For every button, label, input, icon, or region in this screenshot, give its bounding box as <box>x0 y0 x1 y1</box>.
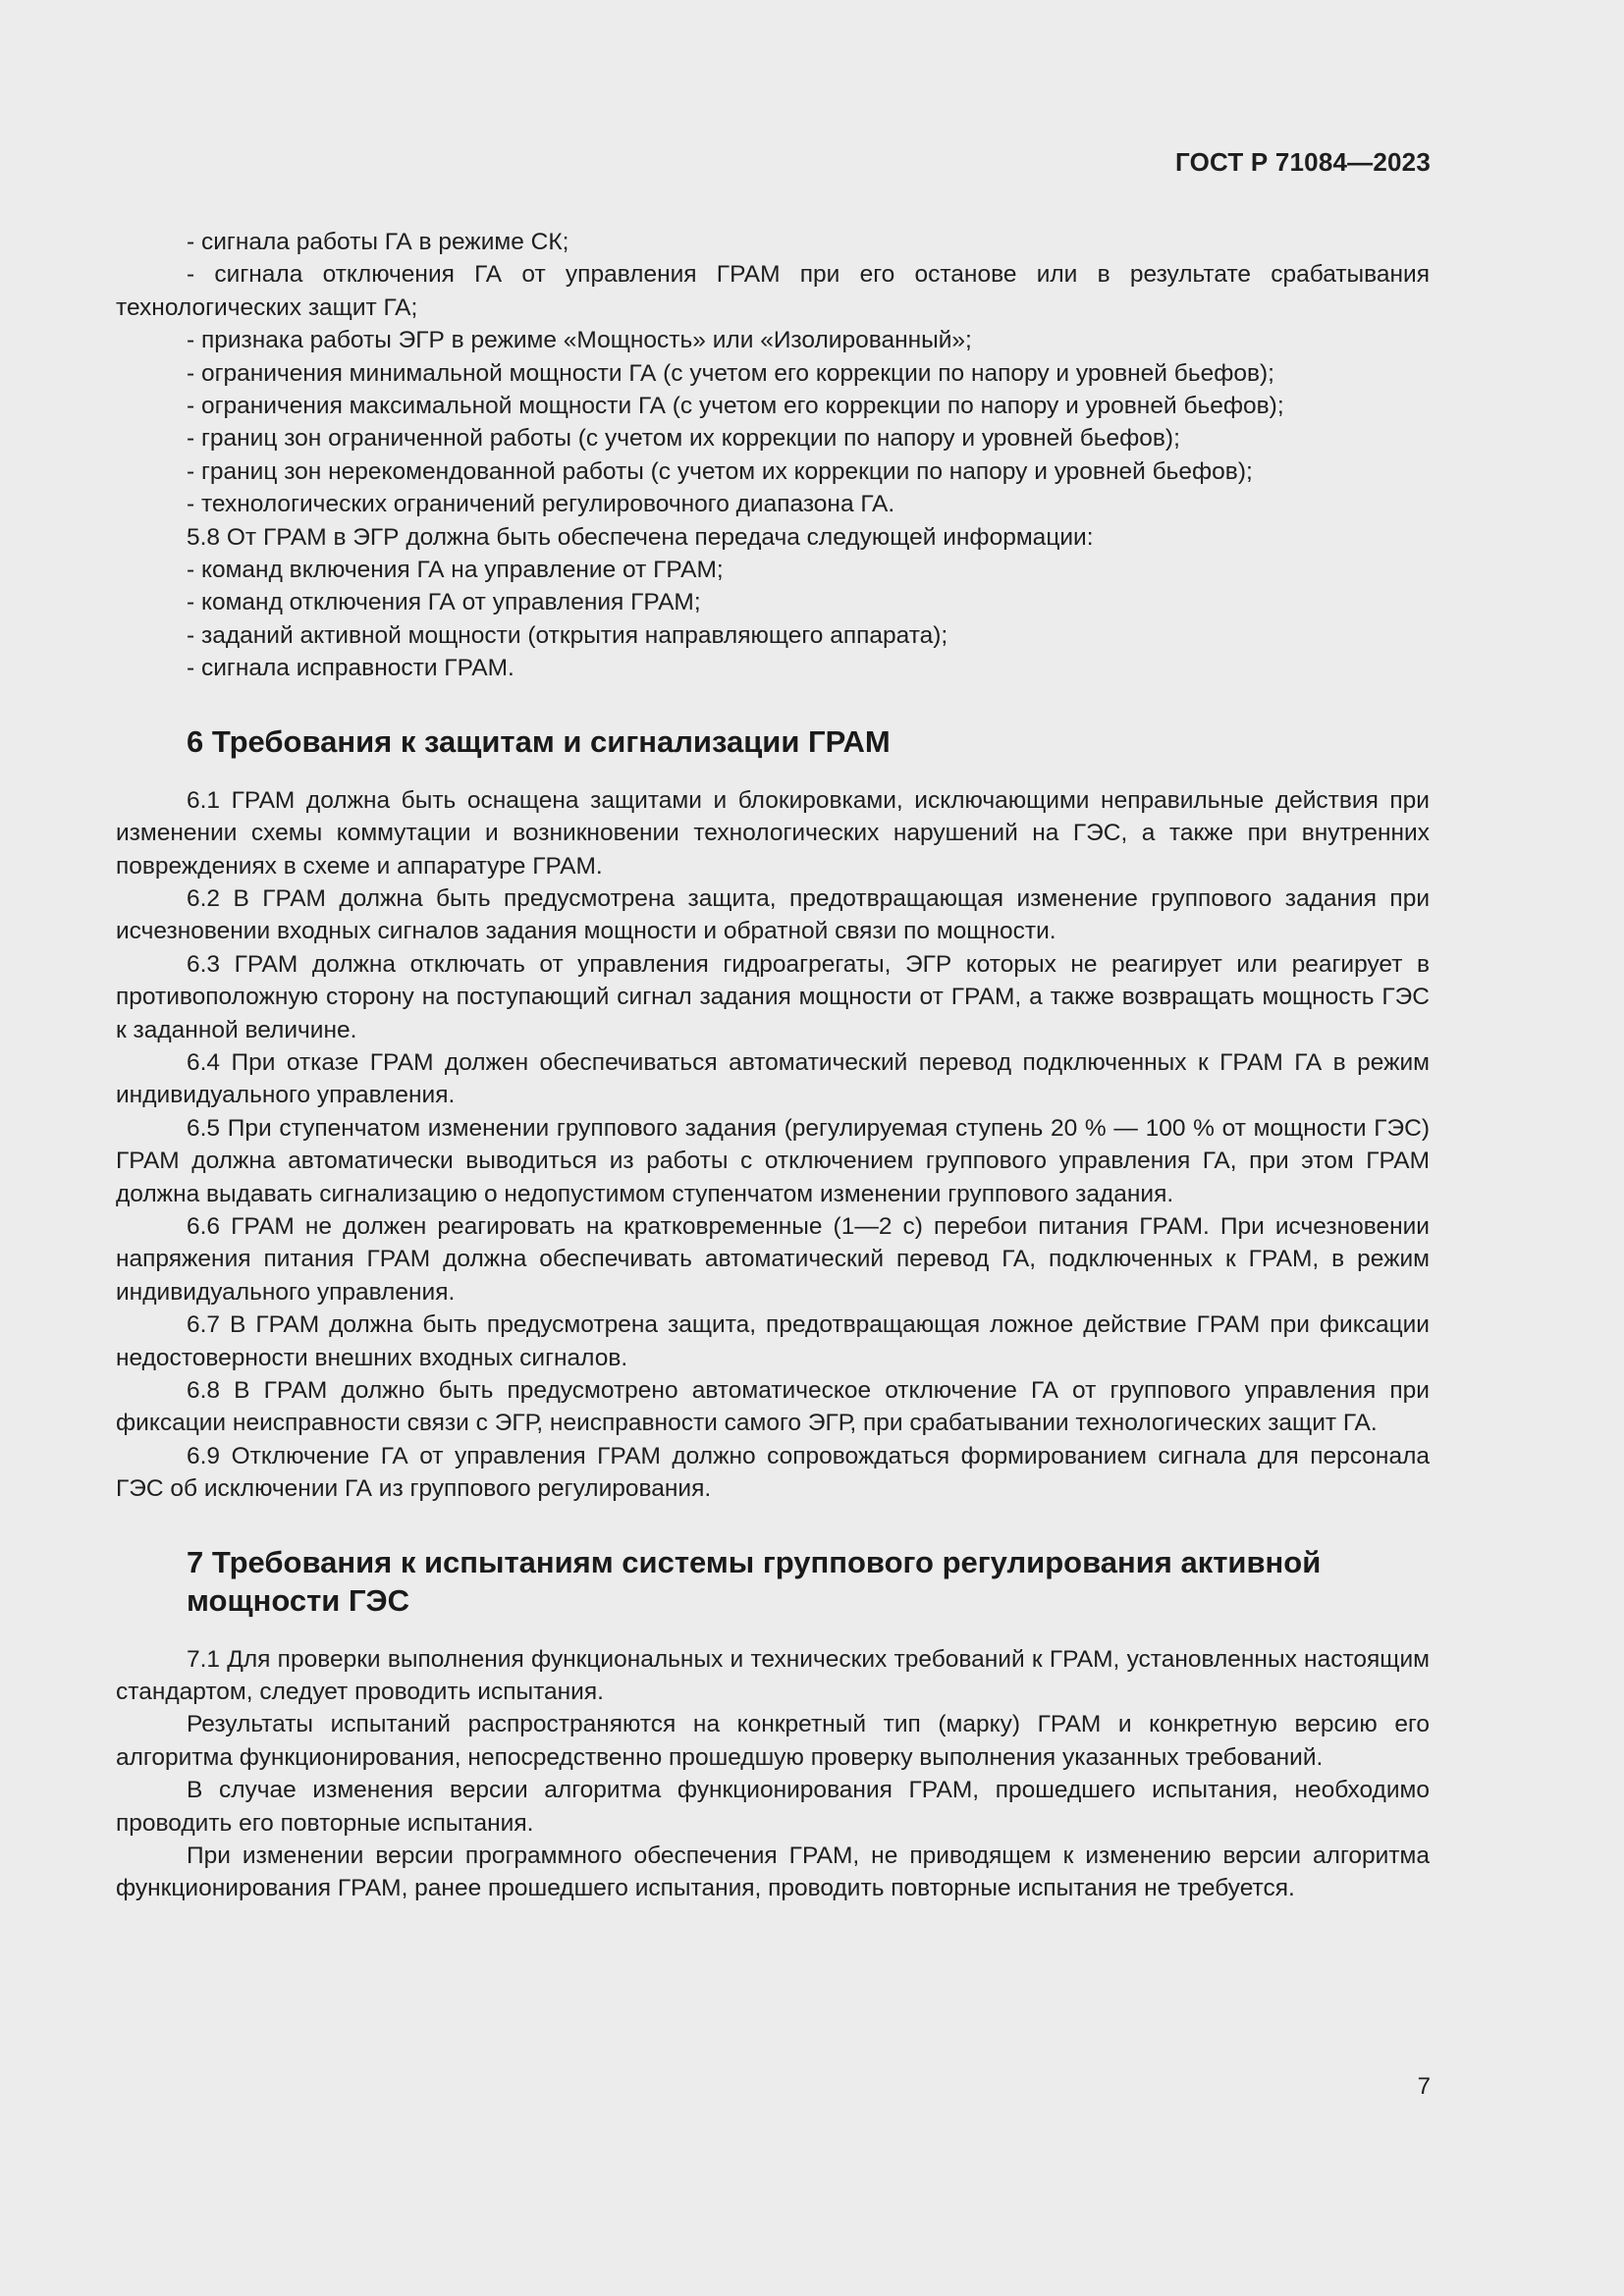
section-6-paragraph: 6.5 При ступенчатом изменении группового задания (регулируемая ступень 20 % — 100 % от мощности ГЭС) ГРАМ должна автоматически выводиться из работы с отключением группового управления ГА, при этом ГРАМ должна выдавать сигнализацию о недопустимом ступенчатом изменении группового задания. <box>116 1114 1430 1207</box>
section-7-paragraph: Результаты испытаний распространяются на конкретный тип (марку) ГРАМ и конкретную версию его алгоритма функционирования, непосредственно прошедшую проверку выполнения указанных требований. <box>116 1711 1430 1771</box>
intro-list <box>116 226 1430 685</box>
document-body <box>116 226 1430 1905</box>
section-6-paragraph: 6.1 ГРАМ должна быть оснащена защитами и блокировками, исключающими неправильные действия при изменении схемы коммутации и возникновении технологических нарушений на ГЭС, а также при внутренних повреждениях в схеме и аппаратуре ГРАМ. <box>116 786 1430 880</box>
section-6-paragraph: 6.2 В ГРАМ должна быть предусмотрена защита, предотвращающая изменение группового задания при исчезновении входных сигналов задания мощности и обратной связи по мощности. <box>116 884 1430 945</box>
intro-list-item: - сигнала исправности ГРАМ. <box>187 655 514 682</box>
section-7-paragraph: При изменении версии программного обеспечения ГРАМ, не приводящем к изменению версии алгоритма функционирования ГРАМ, ранее прошедшего испытания, проводить повторные испытания не требуется. <box>116 1842 1430 1902</box>
section-7-paragraph: В случае изменения версии алгоритма функционирования ГРАМ, прошедшего испытания, необходимо проводить его повторные испытания. <box>116 1777 1430 1837</box>
intro-list-item: - ограничения минимальной мощности ГА (с учетом его коррекции по напору и уровней бьефов); <box>187 359 1274 387</box>
intro-list-item: - признака работы ЭГР в режиме «Мощность» или «Изолированный»; <box>187 327 972 354</box>
section-6-paragraph: 6.3 ГРАМ должна отключать от управления гидроагрегаты, ЭГР которых не реагирует или реагирует в противоположную сторону на поступающий сигнал задания мощности от ГРАМ, а также возвращать мощность ГЭС к заданной величине. <box>116 950 1430 1043</box>
intro-list-item: - команд включения ГА на управление от ГРАМ; <box>187 557 724 584</box>
intro-list-item: - ограничения максимальной мощности ГА (с учетом его коррекции по напору и уровней бьефов); <box>187 393 1284 420</box>
intro-list-item: - заданий активной мощности (открытия направляющего аппарата); <box>187 621 948 649</box>
section-6-paragraph: 6.6 ГРАМ не должен реагировать на кратковременные (1—2 с) перебои питания ГРАМ. При исчезновении напряжения питания ГРАМ должна обеспечивать автоматический перевод ГА, подключенных к ГРАМ, в режим индивидуального управления. <box>116 1212 1430 1306</box>
section-6-title: 6 Требования к защитам и сигнализации ГРАМ <box>187 723 891 759</box>
page-number: 7 <box>1417 2073 1431 2100</box>
section-6-paragraph: 6.9 Отключение ГА от управления ГРАМ должно сопровождаться формированием сигнала для персонала ГЭС об исключении ГА из группового регулирования. <box>116 1442 1430 1503</box>
intro-list-item: - сигнала отключения ГА от управления ГРАМ при его останове или в результате срабатывания технологических защит ГА; <box>116 261 1430 321</box>
intro-list-item: - сигнала работы ГА в режиме СК; <box>187 229 569 255</box>
section-6-paragraph: 6.7 В ГРАМ должна быть предусмотрена защита, предотвращающая ложное действие ГРАМ при фиксации недостоверности внешних входных сигналов. <box>116 1311 1430 1371</box>
intro-list-item: 5.8 От ГРАМ в ЭГР должна быть обеспечена передача следующей информации: <box>187 523 1094 551</box>
section-7-body <box>116 1643 1430 1905</box>
section-6-body <box>116 784 1430 1506</box>
intro-list-item: - границ зон нерекомендованной работы (с учетом их коррекции по напору и уровней бьефов); <box>187 457 1253 485</box>
intro-list-item: - команд отключения ГА от управления ГРАМ; <box>187 589 701 616</box>
intro-list-item: - границ зон ограниченной работы (с учетом их коррекции по напору и уровней бьефов); <box>187 425 1180 453</box>
section-7-paragraph: 7.1 Для проверки выполнения функциональных и технических требований к ГРАМ, установленных настоящим стандартом, следует проводить испытания. <box>116 1645 1430 1706</box>
section-6-paragraph: 6.4 При отказе ГРАМ должен обеспечиваться автоматический перевод подключенных к ГРАМ ГА в режим индивидуального управления. <box>116 1048 1430 1109</box>
document-header-id: ГОСТ Р 71084—2023 <box>1175 147 1431 177</box>
section-6-paragraph: 6.8 В ГРАМ должно быть предусмотрено автоматическое отключение ГА от группового управления при фиксации неисправности связи с ЭГР, неисправности самого ЭГР, при срабатывании технологических защит ГА. <box>116 1377 1430 1437</box>
section-7-title: 7 Требования к испытаниям системы группового регулирования активной мощности ГЭС <box>187 1544 1322 1618</box>
intro-list-item: - технологических ограничений регулировочного диапазона ГА. <box>187 491 895 518</box>
